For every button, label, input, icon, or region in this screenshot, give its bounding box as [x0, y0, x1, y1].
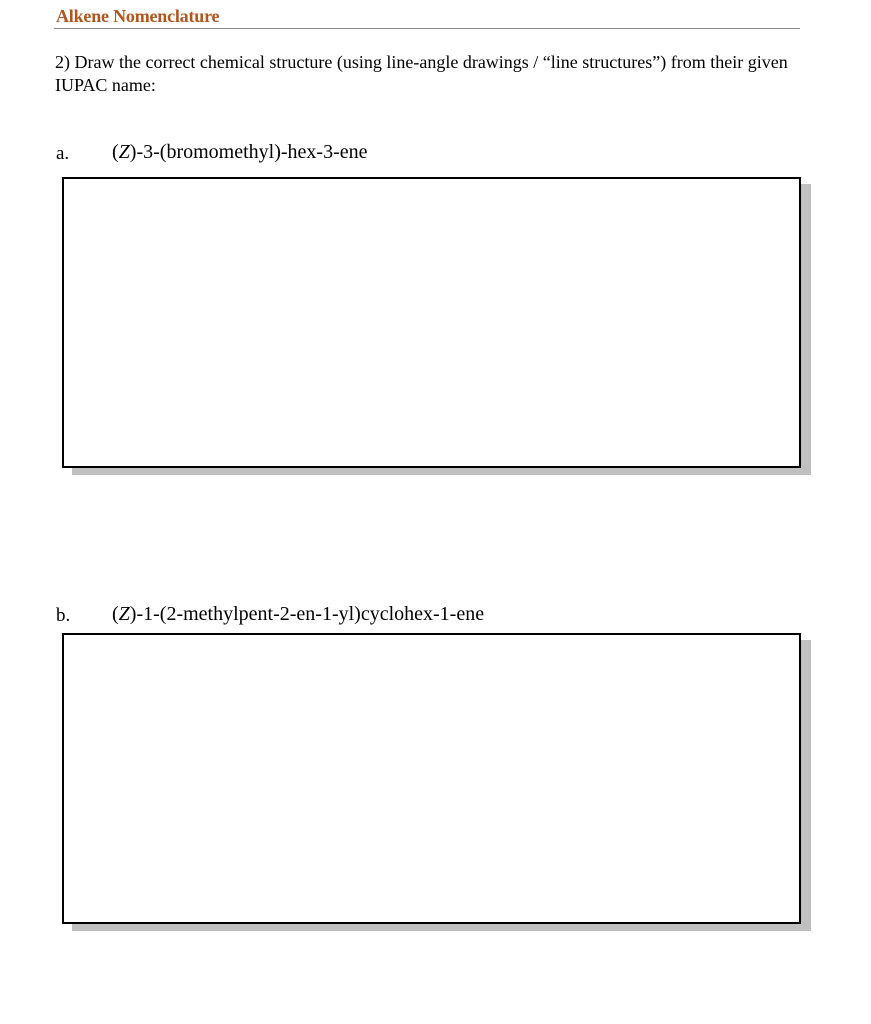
section-title: Alkene Nomenclature	[56, 6, 220, 26]
item-a-iupac-name: (Z)-3-(bromomethyl)-hex-3-ene	[112, 141, 368, 163]
answer-box-b[interactable]	[62, 633, 801, 924]
answer-box-a[interactable]	[62, 177, 801, 468]
item-b-letter: b.	[56, 605, 71, 626]
item-b-stereo-descriptor: Z	[118, 603, 130, 625]
item-a-stereo-descriptor: Z	[118, 141, 130, 163]
question-prompt: 2) Draw the correct chemical structure (using line-angle drawings / “line structures”) from their given IUPAC name:	[55, 52, 788, 95]
item-b-name-text: -1-(2-methylpent-2-en-1-yl)cyclohex-1-ene	[136, 603, 485, 625]
item-a-name-text: -3-(bromomethyl)-hex-3-ene	[136, 141, 368, 163]
item-a-letter: a.	[56, 143, 70, 164]
page-header	[54, 4, 800, 29]
item-b-iupac-name: (Z)-1-(2-methylpent-2-en-1-yl)cyclohex-1-ene	[112, 603, 485, 625]
